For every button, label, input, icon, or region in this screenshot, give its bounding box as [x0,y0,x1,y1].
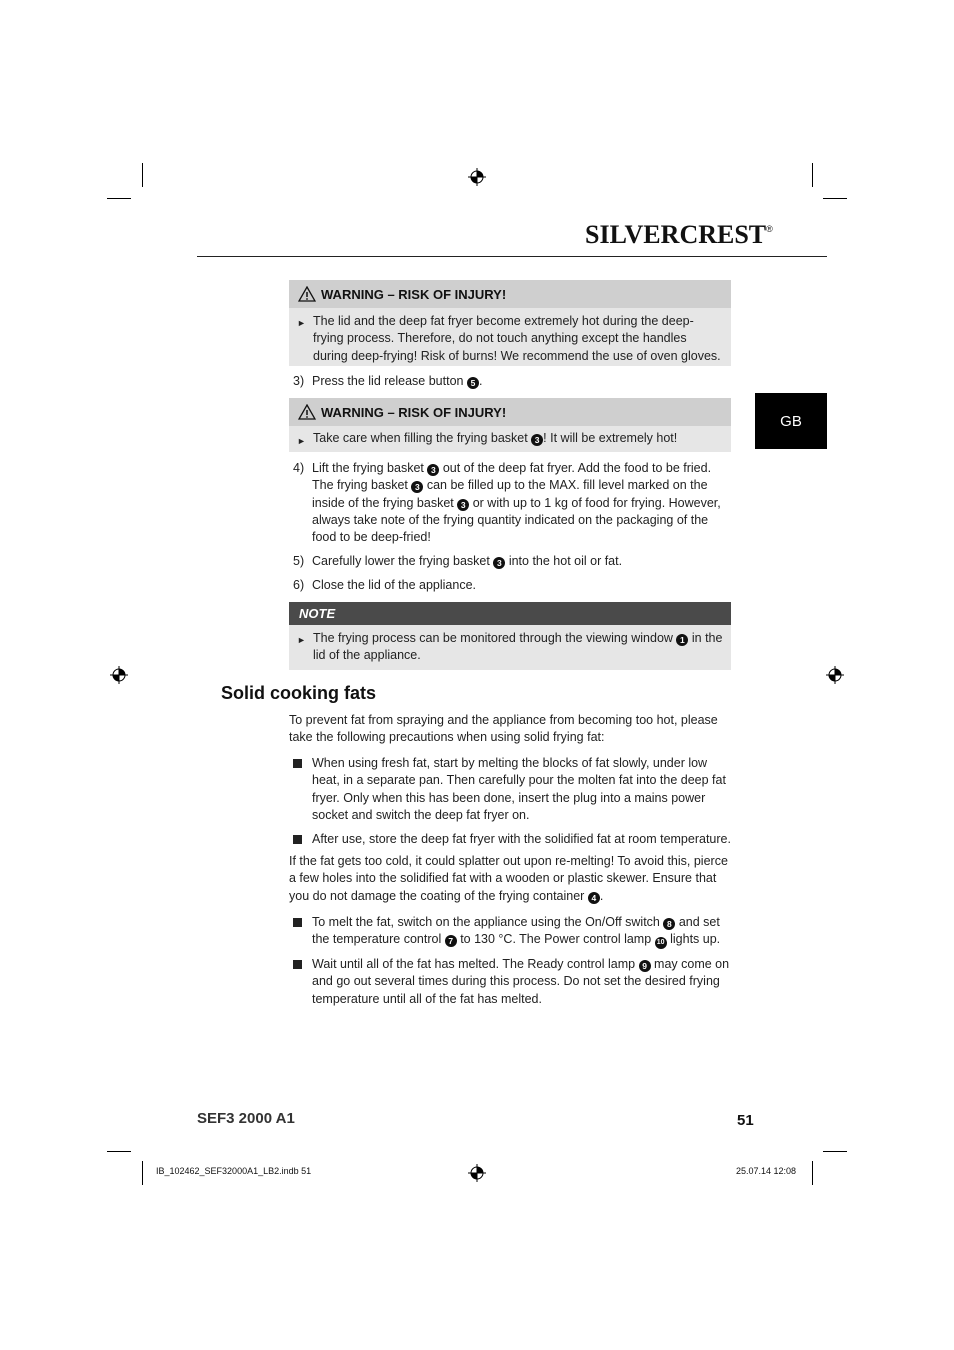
bullet-item [293,831,733,848]
note-text: in the lid of the appliance. [313,631,723,663]
crop-mark [142,163,143,187]
warning-box [289,398,731,452]
footer-model: SEF3 2000 A1 [197,1110,295,1127]
logo-text-silver: SILVER [585,220,680,249]
ref-number: 5 [467,377,479,389]
step-text: . [478,374,483,388]
ref-number: 8 [663,918,675,930]
ref-number: 3 [427,464,439,476]
square-bullet-icon [293,918,302,927]
step-number: 3) [293,374,305,388]
language-tab-label: GB [780,412,802,430]
warning-title: WARNING – RISK OF INJURY! [321,286,507,302]
registration-mark-icon [468,1164,486,1182]
step-text: into the hot oil or fat. [505,554,623,568]
section-title: Solid cooking fats [221,683,377,703]
page-number: 51 [737,1112,754,1129]
step-5 [293,553,733,570]
bullet-text: Wait until all of the fat has melted. The Ready control lamp [312,957,639,971]
square-bullet-icon [293,835,302,844]
bullet-text: may come on and go out several times during this process. Do not set the desired frying temperature until all of the fat has melted. [312,957,730,1006]
ref-number: 3 [493,557,505,569]
crop-mark [107,1151,131,1152]
step-number: 4) [293,461,305,475]
warning-box [289,280,731,366]
paragraph [289,853,731,905]
bullet-text: and set the temperature control [312,915,720,947]
ref-number: 1 [676,634,688,646]
note-box [289,602,731,670]
crop-mark [823,198,847,199]
ref-number: 3 [531,434,543,446]
bullet-item [293,755,733,824]
ref-number: 7 [445,935,457,947]
step-4 [293,460,733,546]
warning-header [289,280,731,308]
arrow-bullet-icon: ► [297,635,306,645]
step-text: can be filled up to the MAX. fill level marked on the inside of the frying basket [312,478,708,510]
bullet-text: After use, store the deep fat fryer with the solidified fat at room temperature. [312,832,731,846]
logo-text-crest: CREST [679,220,767,249]
crop-mark [142,1161,143,1185]
warning-title: WARNING – RISK OF INJURY! [321,404,507,420]
note-header [289,602,731,625]
ref-number: 3 [411,481,423,493]
registered-mark: ® [766,224,773,234]
print-slug-file: IB_102462_SEF32000A1_LB2.indb 51 [156,1166,312,1176]
ref-number: 3 [457,499,469,511]
step-text: Close the lid of the appliance. [312,578,476,592]
step-6 [293,577,733,594]
step-number: 5) [293,554,305,568]
bullet-item [293,914,733,949]
language-tab [755,393,827,449]
warning-body [289,308,731,368]
crop-mark [823,1151,847,1152]
registration-mark-icon [826,666,844,684]
bullet-text: to 130 °C. The Power control lamp [456,932,655,947]
step-text: Press the lid release button [312,374,467,388]
ref-number: 4 [588,892,600,904]
step-number: 6) [293,578,305,592]
step-text: out of the deep fat fryer. Add the food to be fried. The frying basket [312,461,712,493]
square-bullet-icon [293,960,302,969]
step-text: or with up to 1 kg of food for frying. However, always take note of the frying quantity indicated on the packaging of the food to be deep-fried! [312,495,721,545]
warning-body [289,426,731,450]
warning-header [289,398,731,426]
registration-mark-icon [110,666,128,684]
crop-mark [812,163,813,187]
note-title: NOTE [299,606,336,621]
bullet-text: When using fresh fat, start by melting the blocks of fat slowly, under low heat, in a separate pan. Then carefully pour the molten fat into the deep fat fryer. Only when this has been done, insert the plug into a mains power socket and switch the deep fat fryer on. [312,756,726,822]
crop-mark [812,1161,813,1185]
note-text: The frying process can be monitored through the viewing window [313,631,677,645]
warning-triangle-icon [298,286,316,302]
arrow-bullet-icon: ► [297,318,306,328]
header-rule [197,256,827,257]
ref-number: 9 [639,960,651,972]
paragraph-text: If the fat gets too cold, it could splatter out upon re-melting! To avoid this, pierce a few holes into the solidified fat with a wooden or plastic skewer. Ensure that you do not damage the coating of the frying container [289,854,728,903]
step-text: Lift the frying basket [312,461,428,475]
bullet-text: lights up. [666,932,721,947]
warning-triangle-icon [298,404,316,420]
crop-mark [107,198,131,199]
warning-text: The lid and the deep fat fryer become extremely hot during the deep-frying process. Therefore, do not touch anything except the handles during deep-frying! Risk of burns! We recommend the use of oven gloves. [313,314,721,363]
warning-text: ! It will be extremely hot! [543,431,678,445]
warning-text: Take care when filling the frying basket [313,431,532,445]
brand-logo [585,220,773,250]
step-text: Carefully lower the frying basket [312,554,494,568]
arrow-bullet-icon: ► [297,436,306,446]
registration-mark-icon [468,168,486,186]
step-3 [293,373,733,390]
print-slug-date: 25.07.14 12:08 [736,1166,797,1176]
intro-paragraph: To prevent fat from spraying and the appliance from becoming too hot, please take the following precautions when using solid frying fat: [289,713,718,745]
square-bullet-icon [293,759,302,768]
paragraph-text: . [599,888,604,903]
bullet-text: To melt the fat, switch on the appliance using the On/Off switch [312,915,664,929]
note-body [289,625,731,668]
bullet-item [293,956,733,1008]
ref-number: 10 [655,937,667,949]
